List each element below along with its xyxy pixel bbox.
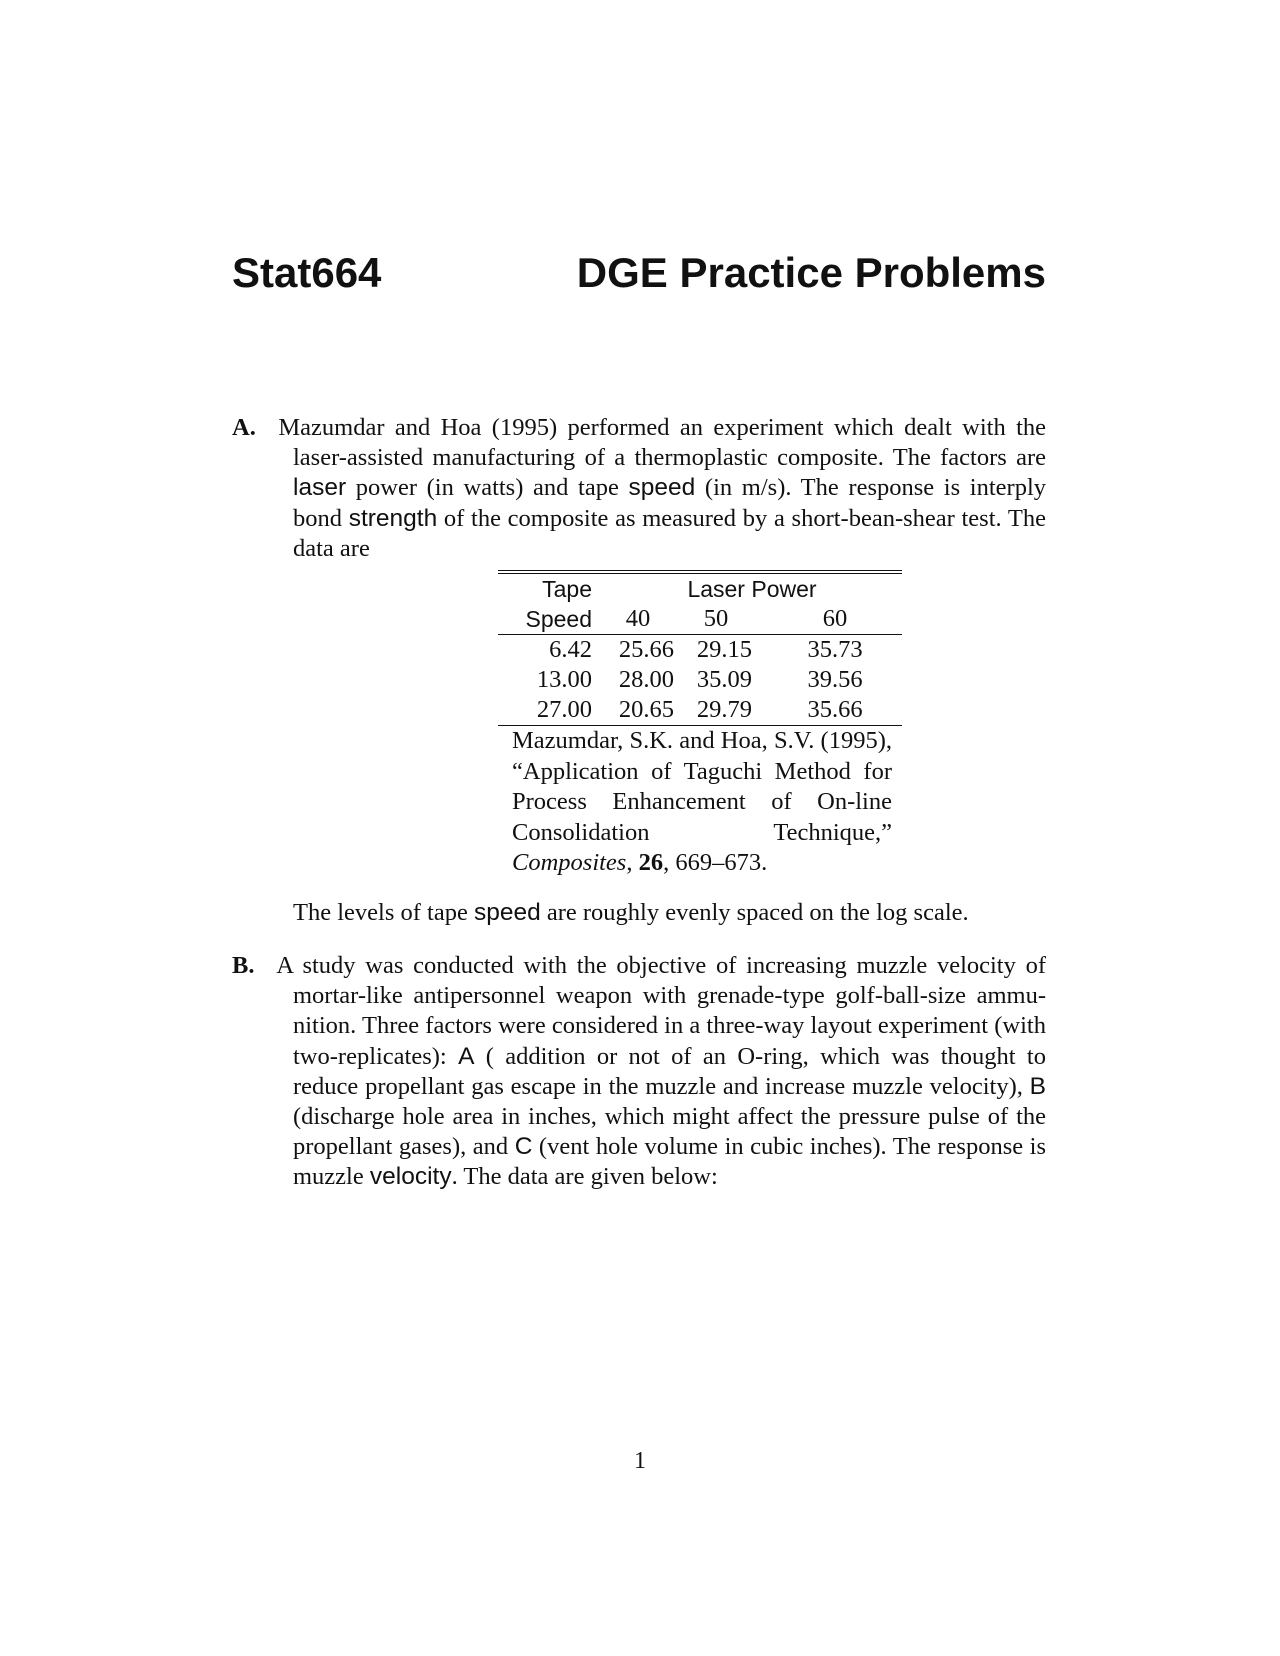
course-code: Stat664 [232,249,382,296]
var-velocity: velocity [369,1163,452,1191]
citation-pages: , 669–673. [663,849,768,876]
page-title: DGE Practice Problems [576,249,1046,296]
page-number: 1 [634,1448,646,1474]
problem-a-text-1: Mazumdar and Hoa (1995) performed an experiment which dealt with the laser-assisted manufacturing of a thermoplastic composite. The factors are [268,414,1046,472]
cell-speed: 13.00 [536,666,592,693]
cell-value: 25.66 [618,636,674,663]
log-scale-note [293,898,969,928]
cell-value: 29.79 [680,695,760,726]
cell-value: 28.00 [618,666,674,693]
cell-value: 20.65 [602,695,680,726]
cell-value: 29.15 [696,636,752,663]
var-strength: strength [348,504,438,532]
factor-c: C [514,1133,533,1161]
problem-b-text-1: A study was conducted with the objective of increasing muzzle velocity of mortar-like antipersonnel weapon with grenade-type golf-ball-size ammunition. Three factors were considered in a three-way layout experiment (with two-replicates): [268,952,1046,1070]
problem-a-text-3: (in m/s). The response is interply bond [293,474,1046,532]
citation-authors: Mazumdar, S.K. and Hoa, S.V. (1995), “Application of Taguchi Method for Process Enhancement of On-line Consolidation Technique,” [512,727,892,846]
cell-speed: 6.42 [549,636,592,663]
header-tape: Tape [542,576,592,602]
table-row [498,695,902,726]
var-laser: laser [293,474,347,502]
note-text-2: are roughly evenly spaced on the log scale. [540,899,969,926]
cell-value: 35.09 [696,666,752,693]
header-power-60: 60 [760,604,902,635]
data-table [498,570,902,879]
header-speed: Speed [498,604,602,635]
var-speed: speed [628,474,696,502]
header-power-50: 50 [680,604,760,635]
problem-b-text-3: (discharge hole area in inches, which might affect the pressure pulse of the propellant gases), and [293,1103,1046,1161]
citation-journal: Composites [512,849,627,876]
table-citation [498,726,902,879]
problem-b-text-4: (vent hole volume in cubic inches). The response is muzzle [293,1133,1046,1191]
citation-volume: 26 [638,849,664,876]
problem-a-text-4: of the composite as measured by a short-bean-shear test. The data are [293,504,1046,562]
problem-a-label: A. [232,414,256,441]
cell-speed: 27.00 [498,695,602,726]
cell-value: 35.73 [807,636,863,663]
note-text-1: The levels of tape [293,899,474,926]
problem-b-text-5: . The data are given below: [451,1163,718,1191]
cell-value: 35.66 [760,695,902,726]
cell-value: 39.56 [807,666,863,693]
table-row [498,665,902,695]
problem-a [232,413,1046,564]
problem-b [232,951,1046,1193]
table-row [498,635,902,666]
citation-separator: , [626,849,639,876]
factor-a: A [458,1042,475,1070]
problem-a-text [232,413,1046,564]
header-laser-power: Laser Power [687,576,817,602]
factor-b: B [1029,1072,1046,1100]
note-var-speed: speed [473,899,541,926]
problem-b-label: B. [232,952,255,979]
problem-b-text [232,951,1046,1193]
problem-b-text-2: ( addition or not of an O-ring, which was thought to reduce propellant gas escape in the muzzle and increase muzzle velocity), [293,1042,1046,1100]
header-power-40: 40 [602,604,680,635]
problem-a-text-2: power (in watts) and tape [346,474,629,502]
